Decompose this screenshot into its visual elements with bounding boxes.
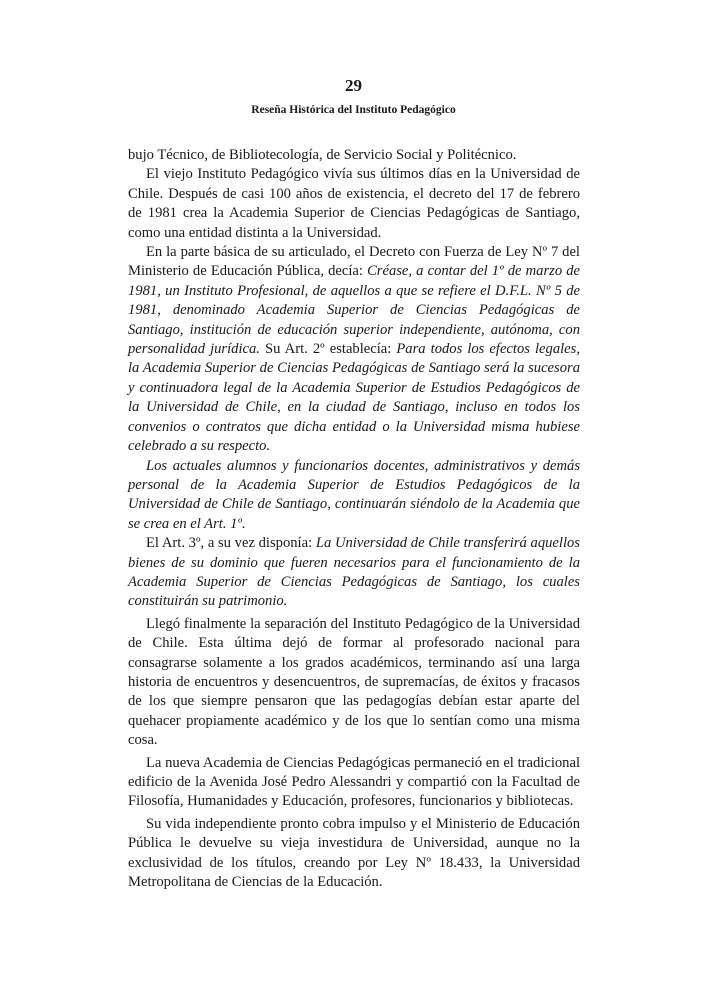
dfl-quote-article-1: Créase, a contar del 1º de marzo de 1981, un Instituto Profesional, de aquellos a que se refiere el D.F.L. Nº 5 de 1981, denominado Academia Superior de Ciencias Pedagógicas de Santiago, institución de educación superior independiente, autónoma, con personalidad jurídica. xyxy=(128,263,581,358)
paragraph-separation: Llegó finalmente la separación del Instituto Pedagógico de la Universidad de Chile. Esta última dejó de formar al profesorado nacional para consagrarse solamente a los grados académicos, terminando así una larga historia de encuentros y desencuentros, de supremacías, de éxitos y fracasos de los que siempre pensaron que las pedagogías debían estar aparte del quehacer propiamente académico y de los que lo sentían como una misma cosa. xyxy=(128,615,580,749)
staff-quote: Los actuales alumnos y funcionarios docentes, administrativos y demás personal de la Academia Superior de Estudios Pedagógicos de la Universidad de Chile de Santiago, continuarán siéndolo de la Academia que se crea en el Art. 1º. xyxy=(128,457,580,532)
article-3-intro: El Art. 3º, a su vez disponía: xyxy=(146,535,316,552)
paragraph-university: Su vida independiente pronto cobra impulso y el Ministerio de Educación Pública le devuelve su vieja investidura de Universidad, aunque no la exclusividad de los títulos, creando por Ley Nº 18.433, la Universidad Metropolitana de Ciencias de la Educación. xyxy=(128,815,580,891)
dfl-intro: En la parte básica de su articulado, el Decreto con Fuerza de Ley Nº 7 del Ministerio de Educación Pública, decía: xyxy=(128,244,580,280)
dfl-article-2-intro: Su Art. 2º establecía: xyxy=(259,341,397,358)
paragraph-dfl-article xyxy=(128,243,580,456)
paragraph-article-3 xyxy=(128,534,580,612)
paragraph-staff-quote xyxy=(128,457,580,535)
paragraph-new-academy: La nueva Academia de Ciencias Pedagógicas permaneció en el tradicional edificio de la Avenida José Pedro Alessandri y compartió con la Facultad de Filosofía, Humanidades y Educación, profesores, funcionarios y bibliotecas. xyxy=(128,754,580,810)
dfl-quote-article-2: Para todos los efectos legales, la Academia Superior de Ciencias Pedagógicas de Santiago será la sucesora y continuadora legal de la Academia Superior de Estudios Pedagógicos de la Universidad de Chile, en la ciudad de Santiago, incluso en todos los convenios o contratos que dicha entidad o la Universidad misma hubiese celebrado a su respecto. xyxy=(128,341,580,455)
running-title: Reseña Histórica del Instituto Pedagógico xyxy=(251,104,456,116)
paragraph-decree: El viejo Instituto Pedagógico vivía sus últimos días en la Universidad de Chile. Después de casi 100 años de existencia, el decreto del 17 de febrero de 1981 crea la Academia Superior de Ciencias Pedagógicas de Santiago, como una entidad distinta a la Universidad. xyxy=(128,166,580,241)
paragraph-continuation: bujo Técnico, de Bibliotecología, de Servicio Social y Politécnico. xyxy=(128,147,517,163)
article-3-quote: La Universidad de Chile transferirá aquellos bienes de su dominio que fueren necesarios para el funcionamiento de la Academia Superior de Ciencias Pedagógicas de Santiago, los cuales constituirán su patrimonio. xyxy=(128,535,580,610)
body-text xyxy=(128,146,580,892)
page-number: 29 xyxy=(345,76,362,95)
